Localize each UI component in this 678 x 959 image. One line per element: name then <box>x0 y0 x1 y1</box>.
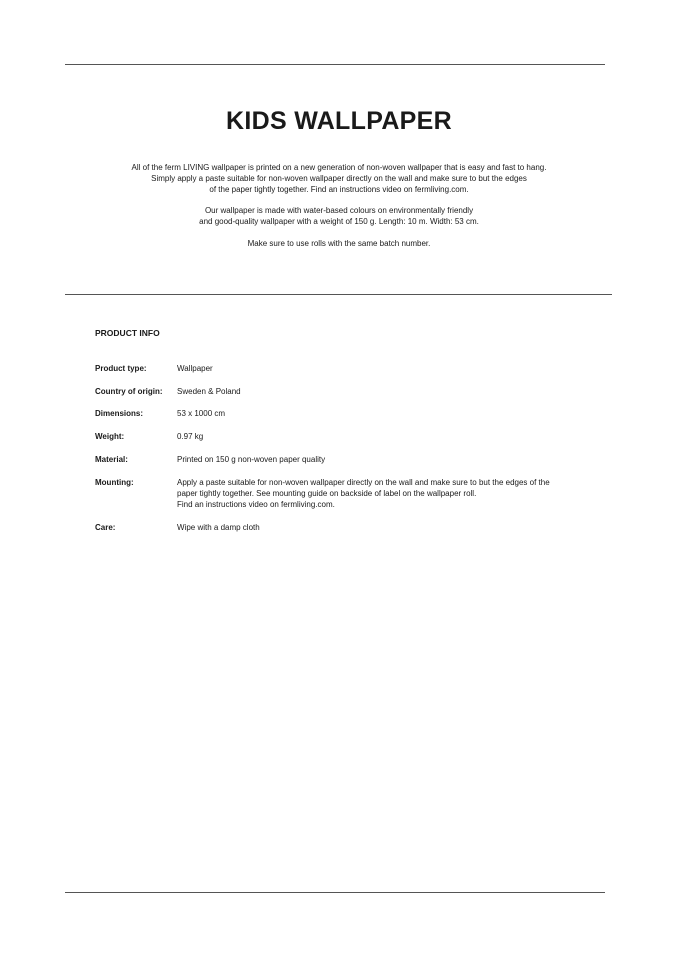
intro-paragraph-3 <box>0 238 678 249</box>
info-value-line: paper tightly together. See mounting guide on backside of label on the wallpaper roll. <box>177 489 477 498</box>
intro-line: All of the ferm LIVING wallpaper is printed on a new generation of non-woven wallpaper that is easy and fast to hang. <box>131 163 547 172</box>
intro-line: and good-quality wallpaper with a weight of 150 g. Length: 10 m. Width: 53 cm. <box>199 217 479 226</box>
info-value: Wipe with a damp cloth <box>177 523 260 532</box>
info-value: 53 x 1000 cm <box>177 409 226 418</box>
info-value: Printed on 150 g non-woven paper quality <box>177 455 326 464</box>
page-title: KIDS WALLPAPER <box>226 107 452 135</box>
bottom-divider <box>65 892 605 893</box>
info-label: Mounting: <box>95 478 134 487</box>
info-label: Country of origin: <box>95 387 163 396</box>
product-info-heading: PRODUCT INFO <box>95 328 160 338</box>
info-value-multiline <box>177 477 577 510</box>
intro-line: of the paper tightly together. Find an instructions video on fermliving.com. <box>209 185 469 194</box>
info-label: Product type: <box>95 364 147 373</box>
info-value-line: Apply a paste suitable for non-woven wallpaper directly on the wall and make sure to but the edges of the <box>177 478 550 487</box>
intro-paragraph-1 <box>0 162 678 195</box>
info-value: 0.97 kg <box>177 432 204 441</box>
info-label: Weight: <box>95 432 125 441</box>
info-label: Dimensions: <box>95 409 144 418</box>
info-value: Sweden & Poland <box>177 387 241 396</box>
intro-paragraph-2 <box>0 205 678 227</box>
info-label: Material: <box>95 455 128 464</box>
info-value: Wallpaper <box>177 364 213 373</box>
intro-line: Our wallpaper is made with water-based colours on environmentally friendly <box>204 206 474 215</box>
intro-line: Simply apply a paste suitable for non-woven wallpaper directly on the wall and make sure to but the edges <box>151 174 527 183</box>
info-value-line: Find an instructions video on fermliving.com. <box>177 500 335 509</box>
section-divider <box>65 294 612 295</box>
intro-line: Make sure to use rolls with the same batch number. <box>247 239 431 248</box>
info-label: Care: <box>95 523 116 532</box>
top-divider <box>65 64 605 65</box>
